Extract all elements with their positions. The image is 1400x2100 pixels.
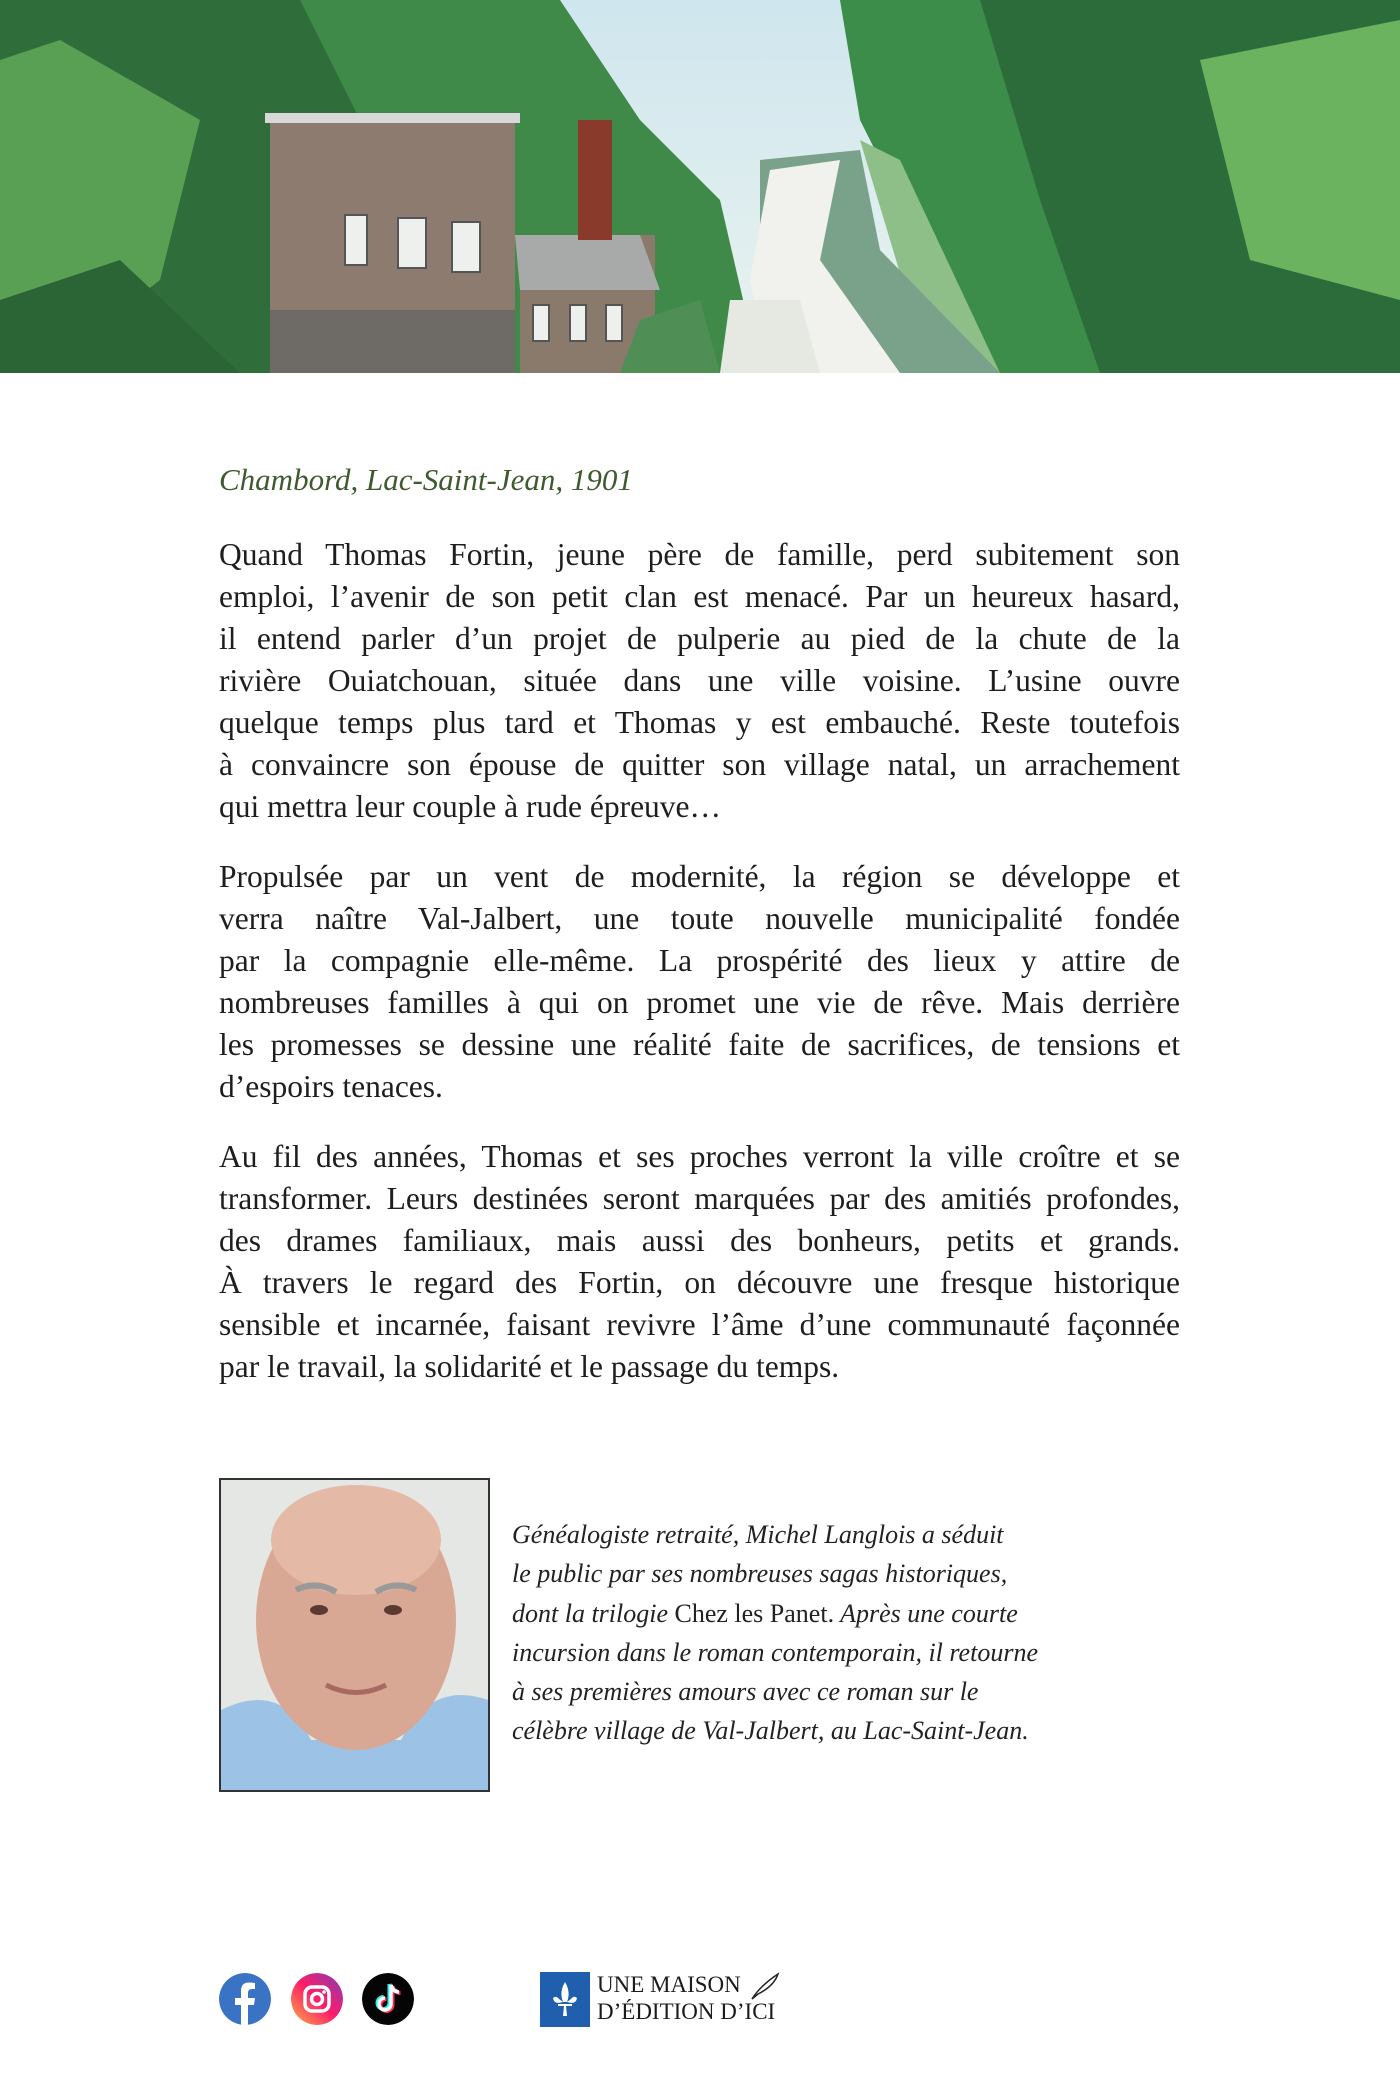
cover-illustration <box>0 0 1400 373</box>
synopsis-paragraph <box>219 856 1180 1108</box>
tiktok-icon[interactable] <box>362 1973 414 2025</box>
author-bio <box>512 1515 1038 1751</box>
author-photo <box>219 1478 490 1792</box>
synopsis-line: il entend parler d’un projet de pulperie au pied de la chute de la <box>219 621 1180 656</box>
synopsis-paragraph <box>219 1136 1180 1388</box>
facebook-icon[interactable] <box>219 1973 271 2025</box>
instagram-icon[interactable] <box>291 1973 343 2025</box>
synopsis-line: Propulsée par un vent de modernité, la région se développe et <box>219 859 1180 894</box>
synopsis-paragraph <box>219 534 1180 828</box>
bio-line: le public par ses nombreuses sagas historiques, <box>512 1559 1008 1589</box>
bio-line: célèbre village de Val-Jalbert, au Lac-Saint-Jean. <box>512 1716 1029 1746</box>
bio-line: incursion dans le roman contemporain, il retourne <box>512 1637 1038 1667</box>
bio-line: à ses premières amours avec ce roman sur le <box>512 1677 979 1707</box>
synopsis-line: Quand Thomas Fortin, jeune père de famille, perd subitement son <box>219 537 1180 572</box>
bio-line: Généalogiste retraité, Michel Langlois a séduit <box>512 1520 1004 1549</box>
synopsis-line: emploi, l’avenir de son petit clan est menacé. Par un heureux hasard, <box>219 579 1180 614</box>
synopsis <box>219 534 1180 1416</box>
synopsis-line: À travers le regard des Fortin, on découvre une fresque historique <box>219 1265 1180 1300</box>
synopsis-line: quelque temps plus tard et Thomas y est embauché. Reste toutefois <box>219 705 1180 740</box>
synopsis-line: par le travail, la solidarité et le passage du temps. <box>219 1349 840 1384</box>
synopsis-line: par la compagnie elle-même. La prospérité des lieux y attire de <box>219 943 1180 978</box>
synopsis-line: transformer. Leurs destinées seront marquées par des amitiés profondes, <box>219 1181 1180 1216</box>
synopsis-line: des drames familiaux, mais aussi des bonheurs, petits et grands. <box>219 1223 1180 1258</box>
publisher-line-2: D’ÉDITION D’ICI <box>597 1999 776 2024</box>
fleur-de-lis-icon <box>540 1972 590 2027</box>
bio-line: dont la trilogie <box>512 1598 675 1628</box>
synopsis-line: nombreuses familles à qui on promet une vie de rêve. Mais derrière <box>219 985 1180 1020</box>
synopsis-line: verra naître Val-Jalbert, une toute nouvelle municipalité fondée <box>219 901 1180 936</box>
trilogy-title: Chez les Panet. <box>674 1598 835 1628</box>
setting-subtitle: Chambord, Lac-Saint-Jean, 1901 <box>219 462 633 497</box>
synopsis-line: les promesses se dessine une réalité faite de sacrifices, de tensions et <box>219 1027 1180 1062</box>
publisher-logo <box>540 1972 780 2027</box>
synopsis-line: qui mettra leur couple à rude épreuve… <box>219 789 722 824</box>
synopsis-line: d’espoirs tenaces. <box>219 1069 443 1104</box>
synopsis-line: rivière Ouiatchouan, située dans une ville voisine. L’usine ouvre <box>219 663 1180 698</box>
synopsis-line: sensible et incarnée, faisant revivre l’âme d’une communauté façonnée <box>219 1307 1180 1342</box>
synopsis-line: à convaincre son épouse de quitter son village natal, un arrachement <box>219 747 1180 782</box>
quill-icon <box>750 1972 780 2000</box>
publisher-line-1: UNE MAISON <box>597 1972 741 1997</box>
synopsis-line: Au fil des années, Thomas et ses proches verront la ville croître et se <box>219 1139 1180 1174</box>
bio-line: Après une courte <box>834 1598 1018 1628</box>
